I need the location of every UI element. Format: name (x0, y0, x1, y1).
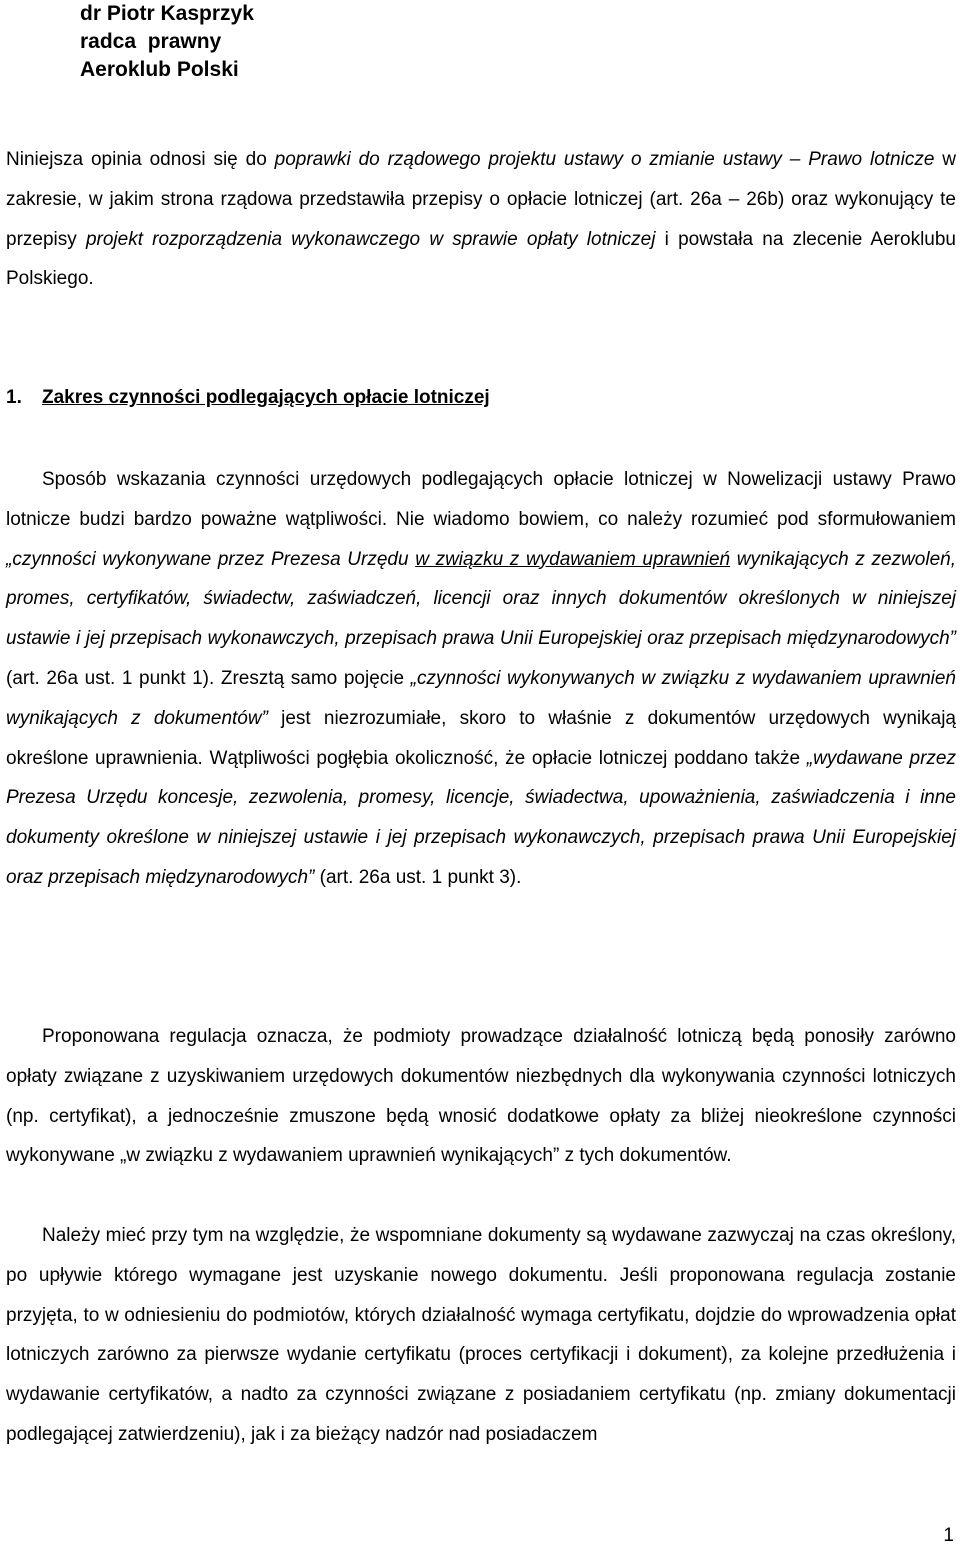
para1-text-7: jest niezrozumiałe, skoro to właśnie z dokumentów urzędowych wynikają określone uprawnienia. Wątpliwości pogłębia okoliczność, że opłacie lotniczej poddano także (6, 707, 956, 769)
para1-text-1: Sposób wskazania czynności urzędowych podlegających opłacie lotniczej w Nowelizacji ustawy Prawo lotnicze budzi bardzo poważne wątpliwości. Nie wiadomo bowiem, co należy rozumieć pod sformułowaniem (6, 469, 956, 530)
author-role: radca prawny (80, 30, 222, 53)
body-paragraph-2: Proponowana regulacja oznacza, że podmioty prowadzące działalność lotniczą będą ponosiły zarówno opłaty związane z uzyskiwaniem urzędowych dokumentów niezbędnych dla wykonywania czynności lotniczych (np. certyfikat), a jednocześnie zmuszone będą wnosić dodatkowe opłaty za bliżej nieokreślone czynności wykonywane „w związku z wydawaniem uprawnień wynikających” z tych dokumentów. (6, 1026, 956, 1167)
para1-text-5: (art. 26a ust. 1 punkt 1). Zresztą samo pojęcie (6, 667, 411, 689)
author-block (80, 0, 254, 84)
intro-text-1: Niniejsza opinia odnosi się do (6, 149, 275, 170)
para1-text-2: „czynności wykonywane przez Prezesa Urzędu (6, 548, 416, 570)
para1-text-6: „czynności wykonywanych w związku z wydawaniem uprawnień wynikających z dokumentów” (6, 667, 956, 729)
para1-text-3: w związku z wydawaniem uprawnień (415, 548, 731, 570)
body-paragraph-1 (6, 460, 956, 898)
para1-text-9: (art. 26a ust. 1 punkt 3). (314, 866, 522, 888)
intro-text-5: i powstała na zlecenie Aeroklubu Polskiego. (6, 228, 956, 290)
para1-text-4: wynikających z zezwoleń, promes, certyfikatów, świadectw, zaświadczeń, licencji oraz innych dokumentów określonych w niniejszej ustawie i jej przepisach wykonawczych, przepisach prawa Unii Europejskiej oraz przepisach międzynarodowych” (6, 548, 956, 650)
section-number: 1. (6, 387, 22, 408)
body-paragraph-3: Należy mieć przy tym na względzie, że wspomniane dokumenty są wydawane zazwyczaj na czas określony, po upływie którego wymagane jest uzyskanie nowego dokumentu. Jeśli proponowana regulacja zostanie przyjęta, to w odniesieniu do podmiotów, których działalność wymaga certyfikatu, dojdzie do wprowadzenia opłat lotniczych zarówno za pierwsze wydanie certyfikatu (proces certyfikacji i dokument), za kolejne przedłużenia i wydawanie certyfikatów, a nadto za czynności związane z posiadaniem certyfikatu (np. zmiany dokumentacji podlegającej zatwierdzeniu), jak i za bieżący nadzór nad posiadaczem (6, 1225, 956, 1445)
intro-text-4: projekt rozporządzenia wykonawczego w sprawie opłaty lotniczej (85, 228, 656, 250)
author-organization: Aeroklub Polski (80, 58, 239, 81)
intro-paragraph (6, 140, 956, 299)
section-title: Zakres czynności podlegających opłacie lotniczej (42, 387, 490, 408)
author-name: dr Piotr Kasprzyk (80, 2, 254, 25)
para1-text-8: „wydawane przez Prezesa Urzędu koncesje, zezwolenia, promesy, licencje, świadectwa, upoważnienia, zaświadczenia i inne dokumenty określone w niniejszej ustawie i jej przepisach wykonawczych, przepisach prawa Unii Europejskiej oraz przepisach międzynarodowych” (6, 747, 957, 888)
intro-text-3: w zakresie, w jakim strona rządowa przedstawiła przepisy o opłacie lotniczej (art. 26a – 26b) oraz wykonujący te przepisy (6, 149, 957, 250)
intro-text-2: poprawki do rządowego projektu ustawy o zmianie ustawy – Prawo lotnicze (274, 149, 935, 170)
section-heading (6, 378, 490, 418)
page-number: 1 (943, 1525, 954, 1546)
